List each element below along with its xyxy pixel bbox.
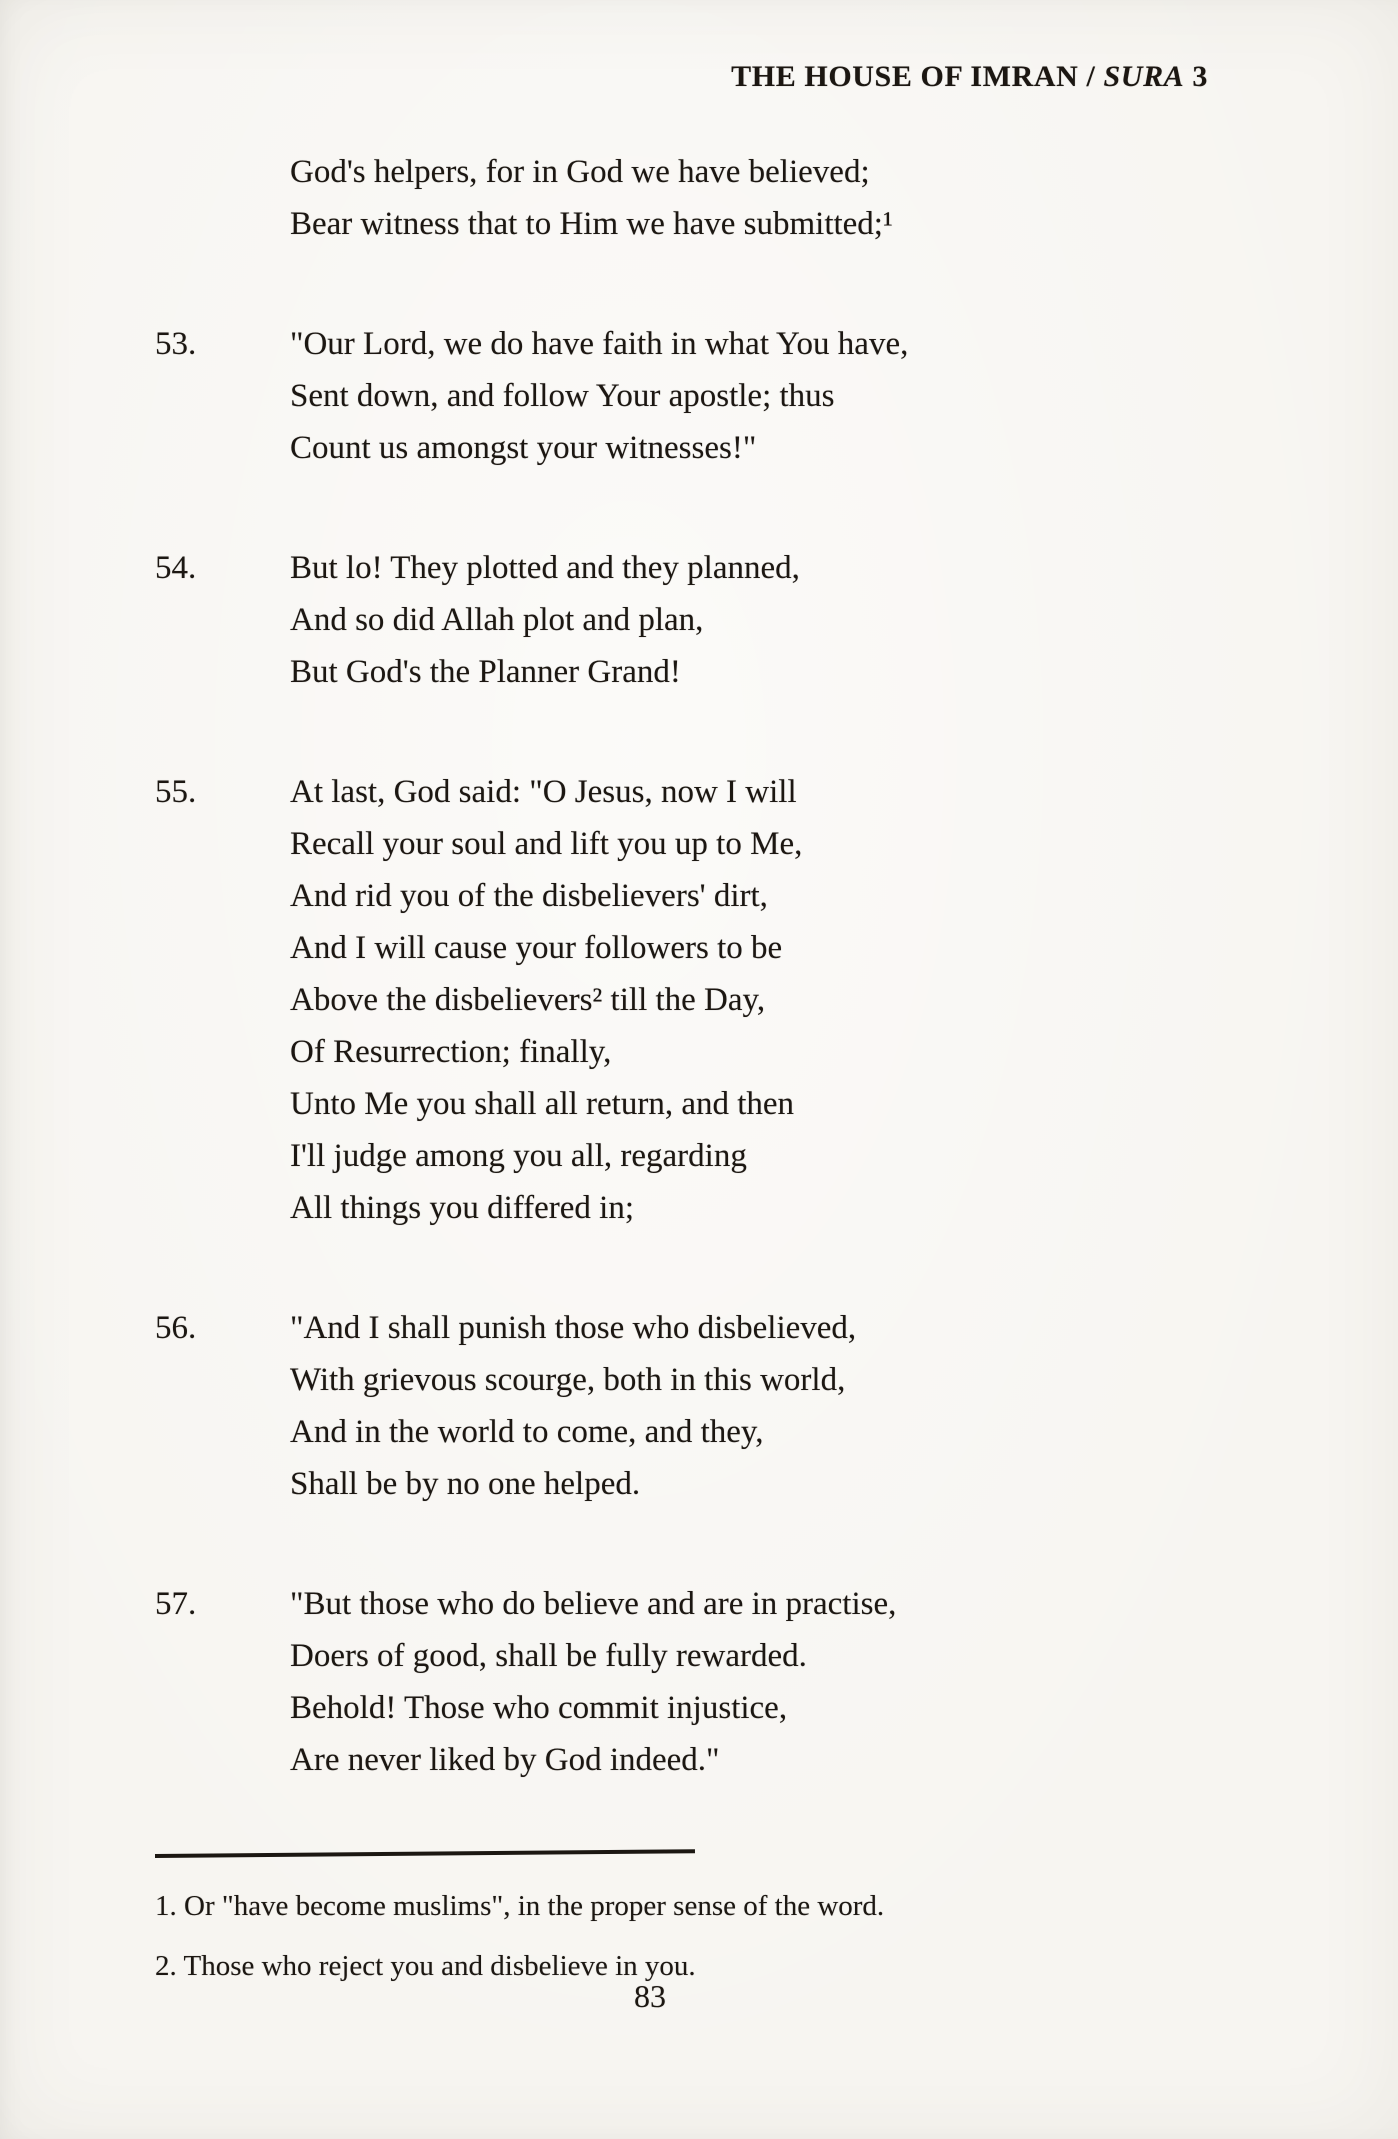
verse-number xyxy=(155,146,290,250)
footnote: 2. Those who reject you and disbelieve in you. xyxy=(155,1950,696,1982)
verse-body xyxy=(290,542,1255,698)
verse-body xyxy=(290,766,1255,1234)
verse-line: And rid you of the disbelievers' dirt, xyxy=(290,878,768,914)
verse-line: "But those who do believe and are in practise, xyxy=(290,1586,897,1622)
verse-line: Unto Me you shall all return, and then xyxy=(290,1086,795,1122)
verse-line: And so did Allah plot and plan, xyxy=(290,602,704,638)
verse-body xyxy=(290,318,1255,474)
verse-block xyxy=(155,542,1255,698)
verse-line: "And I shall punish those who disbelieved, xyxy=(290,1310,857,1346)
verse-body xyxy=(290,146,1255,250)
footnote: 1. Or "have become muslims", in the proper sense of the word. xyxy=(155,1890,885,1922)
verse-line: At last, God said: "O Jesus, now I will xyxy=(290,774,797,810)
verse-line: Recall your soul and lift you up to Me, xyxy=(290,826,803,862)
verse-line: And I will cause your followers to be xyxy=(290,930,783,966)
header-title: THE HOUSE OF IMRAN xyxy=(731,60,1079,93)
verse-line: Count us amongst your witnesses!" xyxy=(290,430,757,466)
verse-line: With grievous scourge, both in this world, xyxy=(290,1362,846,1398)
verse-number: 54. xyxy=(155,550,197,586)
verse-block xyxy=(155,1302,1255,1510)
footnote-rule xyxy=(155,1849,695,1858)
verse-line: Above the disbelievers² till the Day, xyxy=(290,982,766,1018)
verse-line: Of Resurrection; finally, xyxy=(290,1034,612,1070)
verse-body xyxy=(290,1302,1255,1510)
verse-line: "Our Lord, we do have faith in what You have, xyxy=(290,326,909,362)
verse-line: Behold! Those who commit injustice, xyxy=(290,1690,788,1726)
verse-line: God's helpers, for in God we have believed; xyxy=(290,154,870,190)
verse-line: Are never liked by God indeed." xyxy=(290,1742,720,1778)
header-sura-word: SURA xyxy=(1103,60,1185,93)
header-sura-number: 3 xyxy=(1184,60,1208,93)
verse-line: Sent down, and follow Your apostle; thus xyxy=(290,378,835,414)
verse-line: But God's the Planner Grand! xyxy=(290,654,681,690)
verse-number: 53. xyxy=(155,326,197,362)
verse-line: Bear witness that to Him we have submitted;¹ xyxy=(290,206,893,242)
footnote-list xyxy=(155,1884,1255,1988)
verse-body xyxy=(290,1578,1255,1786)
page-content xyxy=(155,146,1255,2004)
verse-line: Doers of good, shall be fully rewarded. xyxy=(290,1638,807,1674)
verse-block xyxy=(155,146,1255,250)
verse-line: I'll judge among you all, regarding xyxy=(290,1138,747,1174)
verse-line: All things you differed in; xyxy=(290,1190,635,1226)
header-separator: / xyxy=(1078,60,1104,93)
verse-number: 57. xyxy=(155,1586,197,1622)
verse-number: 55. xyxy=(155,774,197,810)
verse-list xyxy=(155,146,1255,1786)
verse-block xyxy=(155,766,1255,1234)
page-number: 83 xyxy=(634,1978,666,2014)
verse-number: 56. xyxy=(155,1310,197,1346)
verse-block xyxy=(155,318,1255,474)
verse-line: Shall be by no one helped. xyxy=(290,1466,641,1502)
verse-line: And in the world to come, and they, xyxy=(290,1414,764,1450)
running-header xyxy=(731,60,1208,94)
verse-block xyxy=(155,1578,1255,1786)
verse-line: But lo! They plotted and they planned, xyxy=(290,550,800,586)
